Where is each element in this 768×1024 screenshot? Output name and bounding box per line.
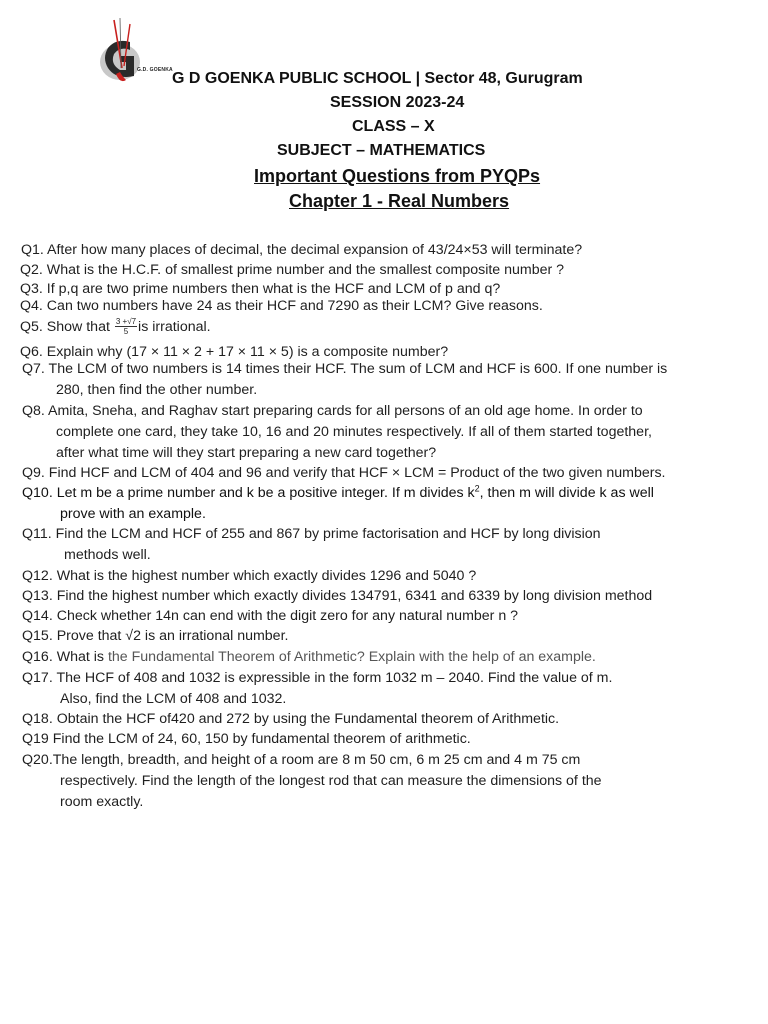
question-20-line-1: Q20.The length, breadth, and height of a room are 8 m 50 cm, 6 m 25 cm and 4 m 75 cm (22, 752, 581, 768)
question-2: Q2. What is the H.C.F. of smallest prime number and the smallest composite number ? (20, 262, 565, 278)
question-16-prefix: Q16. What is (22, 649, 108, 665)
question-11-line-1: Q11. Find the LCM and HCF of 255 and 867 by prime factorisation and HCF by long division (22, 526, 601, 542)
question-16-rest: the Fundamental Theorem of Arithmetic? Explain with the help of an example. (107, 649, 596, 665)
question-20-line-2: respectively. Find the length of the longest rod that can measure the dimensions of the (60, 773, 602, 789)
question-4: Q4. Can two numbers have 24 as their HCF and 7290 as their LCM? Give reasons. (20, 298, 543, 314)
question-12: Q12. What is the highest number which exactly divides 1296 and 5040 ? (22, 568, 477, 584)
question-17-line-1: Q17. The HCF of 408 and 1032 is expressible in the form 1032 m – 2040. Find the value of m. (22, 670, 613, 686)
question-8-line-3: after what time will they start preparing a new card together? (56, 445, 437, 461)
question-6: Q6. Explain why (17 × 11 × 2 + 17 × 11 × 5) is a composite number? (20, 344, 449, 360)
question-10-prefix: Q10. Let m be a prime number and k be a positive integer. If m divides k (22, 485, 475, 501)
question-9: Q9. Find HCF and LCM of 404 and 96 and verify that HCF × LCM = Product of the two given numbers. (22, 465, 666, 481)
question-1: Q1. After how many places of decimal, the decimal expansion of 43/24×53 will terminate? (21, 242, 583, 258)
question-5-prefix: Q5. Show that (20, 319, 114, 335)
question-8 (22, 401, 652, 464)
question-11 (22, 524, 601, 566)
question-5 (20, 317, 211, 338)
question-10 (22, 483, 654, 525)
question-10-line-2: prove with an example. (60, 506, 206, 522)
question-10-suffix: , then m will divide k as well (479, 485, 654, 501)
q5-fraction (115, 317, 137, 336)
question-17 (22, 668, 612, 710)
q5-numerator: 3 +√7 (115, 316, 137, 326)
school-name: G D GOENKA PUBLIC SCHOOL | Sector 48, Gurugram (172, 70, 583, 87)
session-line: SESSION 2023-24 (330, 94, 465, 111)
question-3: Q3. If p,q are two prime numbers then what is the HCF and LCM of p and q? (20, 281, 501, 297)
school-logo (90, 18, 162, 88)
question-13: Q13. Find the highest number which exactly divides 134791, 6341 and 6339 by long division method (22, 588, 653, 604)
question-7-line-1: Q7. The LCM of two numbers is 14 times their HCF. The sum of LCM and HCF is 600. If one number is (22, 361, 668, 377)
question-14: Q14. Check whether 14n can end with the digit zero for any natural number n ? (22, 608, 519, 624)
question-19: Q19 Find the LCM of 24, 60, 150 by fundamental theorem of arithmetic. (22, 731, 471, 747)
question-15: Q15. Prove that √2 is an irrational number. (22, 628, 289, 644)
question-17-line-2: Also, find the LCM of 408 and 1032. (60, 691, 287, 707)
class-line: CLASS – X (352, 118, 435, 135)
question-20 (22, 750, 602, 813)
question-16 (22, 647, 596, 668)
logo-text: G.D. GOENKA (137, 67, 173, 73)
question-11-line-2: methods well. (64, 547, 151, 563)
subject-line: SUBJECT – MATHEMATICS (277, 142, 486, 159)
question-20-line-3: room exactly. (60, 794, 144, 810)
question-8-line-1: Q8. Amita, Sneha, and Raghav start preparing cards for all persons of an old age home. In order to (22, 403, 643, 419)
question-8-line-2: complete one card, they take 10, 16 and 20 minutes respectively. If all of them started together, (56, 424, 652, 440)
question-7-line-2: 280, then find the other number. (56, 382, 258, 398)
question-5-suffix: is irrational. (138, 319, 211, 335)
q5-denominator: 5 (123, 326, 129, 336)
question-10-exponent: 2 (474, 483, 480, 494)
question-18: Q18. Obtain the HCF of420 and 272 by using the Fundamental theorem of Arithmetic. (22, 711, 560, 727)
page-title: Important Questions from PYQPs (254, 166, 541, 186)
question-7 (22, 359, 667, 401)
chapter-title: Chapter 1 - Real Numbers (289, 191, 510, 211)
